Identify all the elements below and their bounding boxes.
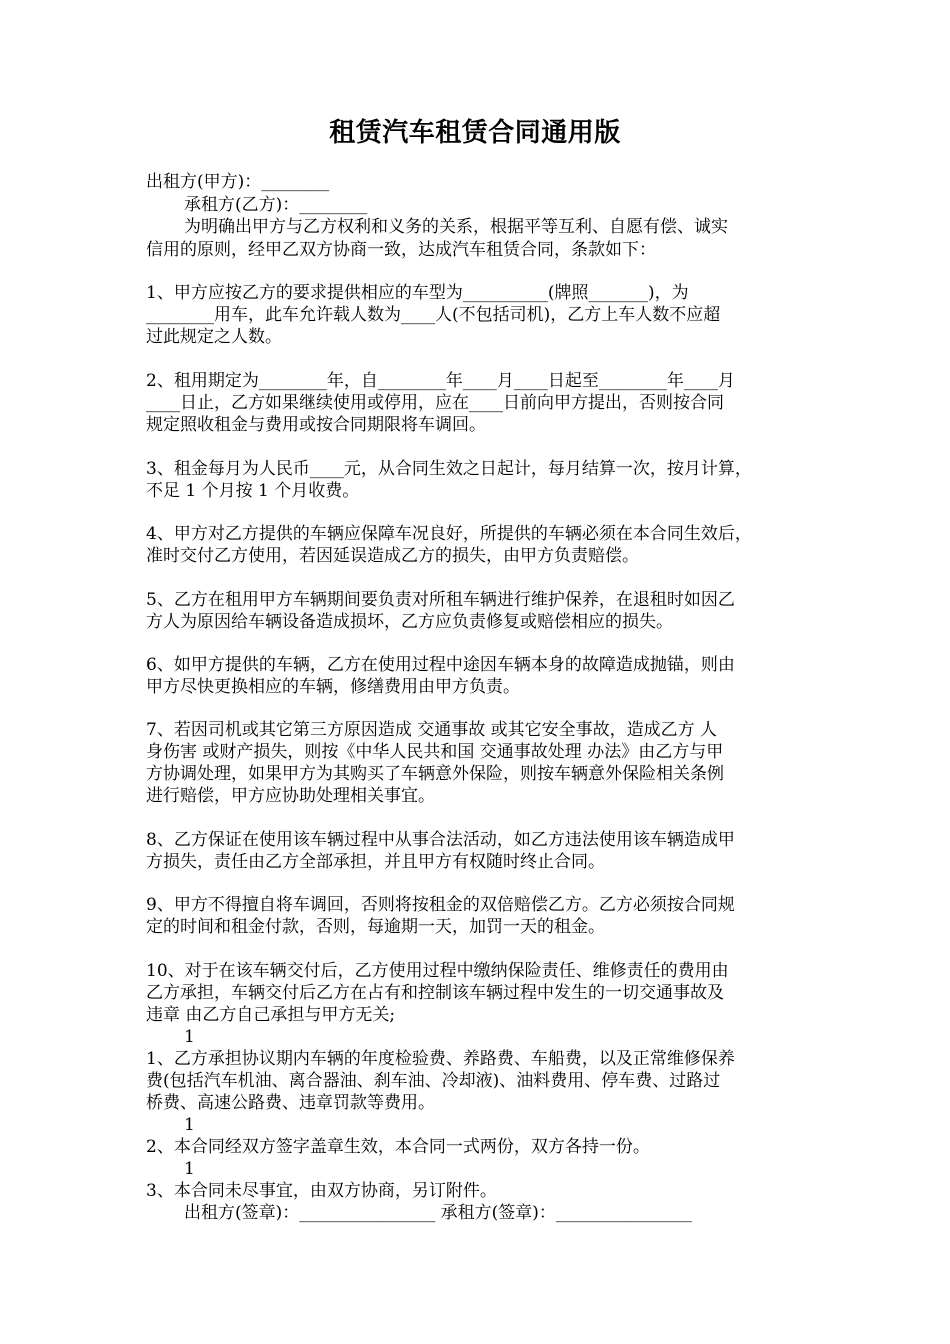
document-title: 租赁汽车租赁合同通用版 [329, 118, 621, 148]
clause-7-line: 进行赔偿，甲方应协助处理相关事宜。 [146, 786, 435, 806]
lessee-line: 承租方(乙方)：________ [184, 195, 368, 215]
clause-7-line: 方协调处理，如果甲方为其购买了车辆意外保险，则按车辆意外保险相关条例 [146, 764, 724, 784]
sub-clause-1-line: 费(包括汽车机油、离合器油、刹车油、冷却液)、油料费用、停车费、过路过 [146, 1071, 721, 1091]
clause-9-line: 9、甲方不得擅自将车调回，否则将按租金的双倍赔偿乙方。乙方必须按合同规 [146, 895, 735, 915]
sub-clause-1-line: 桥费、高速公路费、违章罚款等费用。 [146, 1093, 435, 1113]
clause-2-line: ____日止，乙方如果继续使用或停用，应在____日前向甲方提出，否则按合同 [146, 393, 724, 413]
clause-2-line: 2、租用期定为________年，自________年____月____日起至________年____月 [146, 371, 735, 391]
clause-2-line: 规定照收租金与费用或按合同期限将车调回。 [146, 415, 486, 435]
clause-10-line: 10、对于在该车辆交付后，乙方使用过程中缴纳保险责任、维修责任的费用由 [146, 961, 729, 981]
clause-3-line: 3、租金每月为人民币____元，从合同生效之日起计，每月结算一次，按月计算， [146, 459, 752, 479]
clause-10-line: 违章 由乙方自己承担与甲方无关; [146, 1005, 396, 1025]
stray-number: 1 [184, 1115, 195, 1135]
clause-8-line: 方损失，责任由乙方全部承担，并且甲方有权随时终止合同。 [146, 852, 605, 872]
clause-4-line: 准时交付乙方使用，若因延误造成乙方的损失，由甲方负责赔偿。 [146, 546, 639, 566]
preamble-line: 为明确出甲方与乙方权利和义务的关系，根据平等互利、自愿有偿、诚实 [184, 217, 728, 237]
clause-6-line: 甲方尽快更换相应的车辆，修缮费用由甲方负责。 [146, 677, 520, 697]
clause-8-line: 8、乙方保证在使用该车辆过程中从事合法活动，如乙方违法使用该车辆造成甲 [146, 830, 735, 850]
clause-7-line: 7、若因司机或其它第三方原因造成 交通事故 或其它安全事故，造成乙方 人 [146, 720, 718, 740]
clause-9-line: 定的时间和租金付款，否则，每逾期一天，加罚一天的租金。 [146, 917, 605, 937]
clause-4-line: 4、甲方对乙方提供的车辆应保障车况良好，所提供的车辆必须在本合同生效后， [146, 524, 752, 544]
clause-3-line: 不足 1 个月按 1 个月收费。 [146, 481, 360, 501]
lessor-line: 出租方(甲方)：________ [146, 172, 330, 192]
signature-line: 出租方(签章)：________________ 承租方(签章)：________________ [184, 1203, 692, 1223]
sub-clause-1-line: 1、乙方承担协议期内车辆的年度检验费、养路费、车船费，以及正常维修保养 [146, 1049, 735, 1069]
preamble-line: 信用的原则，经甲乙双方协商一致，达成汽车租赁合同，条款如下： [146, 240, 656, 260]
stray-number: 1 [184, 1159, 195, 1179]
clause-5-line: 方人为原因给车辆设备造成损坏，乙方应负责修复或赔偿相应的损失。 [146, 612, 673, 632]
sub-clause-2-line: 2、本合同经双方签字盖章生效，本合同一式两份，双方各持一份。 [146, 1137, 650, 1157]
clause-10-line: 乙方承担，车辆交付后乙方在占有和控制该车辆过程中发生的一切交通事故及 [146, 983, 724, 1003]
clause-6-line: 6、如甲方提供的车辆，乙方在使用过程中途因车辆本身的故障造成抛锚，则由 [146, 655, 735, 675]
stray-number: 1 [184, 1027, 195, 1047]
sub-clause-3-line: 3、本合同未尽事宜，由双方协商，另订附件。 [146, 1181, 497, 1201]
clause-5-line: 5、乙方在租用甲方车辆期间要负责对所租车辆进行维护保养，在退租时如因乙 [146, 590, 735, 610]
clause-1-line: 1、甲方应按乙方的要求提供相应的车型为__________(牌照_______)，为 [146, 283, 689, 303]
clause-1-line: ________用车，此车允许载人数为____人(不包括司机)，乙方上车人数不应超 [146, 305, 721, 325]
clause-7-line: 身伤害 或财产损失，则按《中华人民共和国 交通事故处理 办法》由乙方与甲 [146, 742, 724, 762]
clause-1-line: 过此规定之人数。 [146, 327, 282, 347]
